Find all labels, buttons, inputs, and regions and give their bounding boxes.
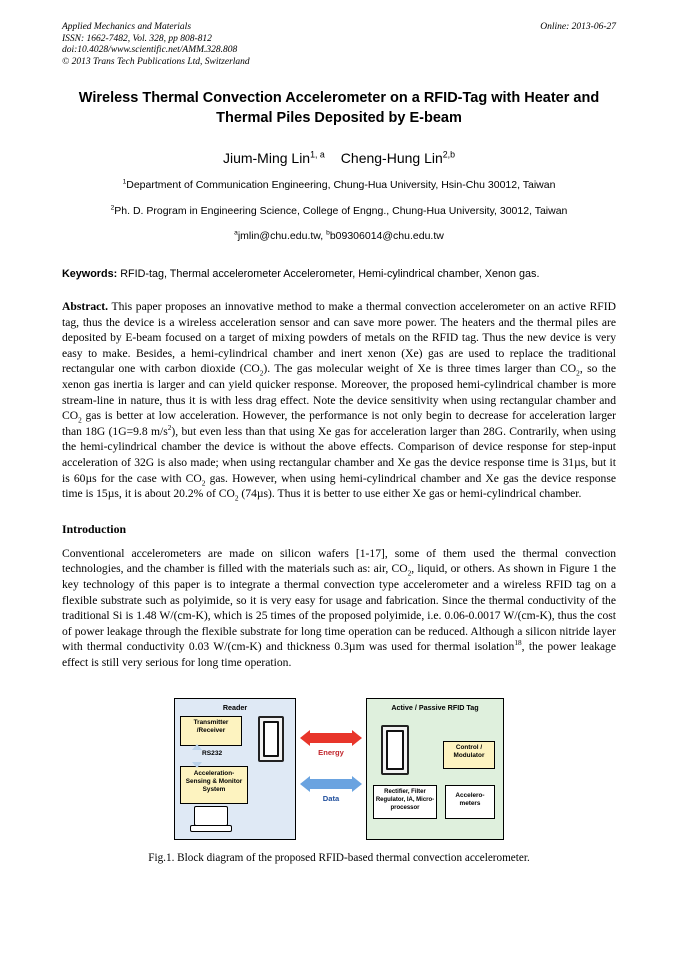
copyright-line: © 2013 Trans Tech Publications Ltd, Switzerland xyxy=(62,56,250,67)
abstract-sub-4: 2 xyxy=(201,477,206,487)
rfid-tag-block xyxy=(366,698,504,840)
control-modulator-block: Control / Modulator xyxy=(443,741,495,769)
transmitter-receiver-block: Transmitter /Receiver xyxy=(180,716,242,746)
abstract-sub-2: 2 xyxy=(576,368,580,378)
email-sup-a: a xyxy=(234,229,238,237)
intro-text-3: , the power leakage effect is still very serious for long time operation. xyxy=(62,640,616,669)
abstract-sup-1: 2 xyxy=(167,422,172,432)
affiliation-sup-2: 2 xyxy=(110,204,115,212)
doi-line: doi:10.4028/www.scientific.net/AMM.328.808 xyxy=(62,45,238,56)
abstract-text-7: (74µs). Thus it is better to use either Xe gas or hemi-cylindrical chamber. xyxy=(238,487,582,501)
rfid-antenna-inner-icon xyxy=(386,730,404,770)
author-name-1: Jium-Ming Lin xyxy=(222,150,311,166)
email-sup-b: b xyxy=(326,229,330,237)
rs232-arrow-down-icon xyxy=(192,762,202,768)
rs232-label: RS232 xyxy=(202,750,223,758)
figure-1-diagram xyxy=(174,688,504,840)
keywords-text: RFID-tag, Thermal accelerometer Accelerometer, Hemi-cylindrical chamber, Xenon gas. xyxy=(117,268,540,280)
page-header xyxy=(62,22,616,74)
reader-block-title: Reader xyxy=(222,703,248,713)
abstract-text-4: gas is better at low acceleration. However, the performance is not only begin to decrease for acceleration larger than 18G (1G=9.8 m/s xyxy=(62,409,616,438)
affiliation-sup-1: 1 xyxy=(122,178,127,186)
monitor-stand-icon xyxy=(190,825,232,832)
data-label: Data xyxy=(322,794,340,804)
monitor-icon xyxy=(190,806,232,832)
abstract-sub-1: 2 xyxy=(259,368,264,378)
rectifier-block: Rectifier, Filter Regulator, IA, Micro-processor xyxy=(373,785,437,819)
intro-sub-1: 2 xyxy=(407,568,412,578)
affiliation-text-2: Ph. D. Program in Engineering Science, College of Engng., Chung-Hua University, 30012, Taiwan xyxy=(114,205,568,217)
keywords-block xyxy=(62,267,616,282)
header-left-block xyxy=(62,22,250,68)
accelerometers-block: Accelero- meters xyxy=(445,785,495,819)
abstract-text-2: ). The gas molecular weight of Xe is three times larger than CO xyxy=(263,362,577,376)
data-arrow-icon xyxy=(300,776,362,792)
affiliation-1 xyxy=(62,178,616,192)
paper-title: Wireless Thermal Convection Accelerometer on a RFID-Tag with Heater and Thermal Piles Deposited by E-beam xyxy=(78,90,600,126)
abstract-sub-5: 2 xyxy=(234,493,239,503)
online-date: Online: 2013-06-27 xyxy=(540,22,616,32)
author-sup-2: 2,b xyxy=(442,149,456,160)
author-emails xyxy=(62,230,616,242)
journal-name: Applied Mechanics and Materials xyxy=(62,22,192,32)
rfid-tag-block-title: Active / Passive RFID Tag xyxy=(391,703,479,713)
author-list xyxy=(62,150,616,166)
abstract-block xyxy=(62,299,616,502)
rs232-arrow-up-icon xyxy=(192,744,202,750)
energy-arrow-icon xyxy=(300,730,362,746)
monitor-screen-icon xyxy=(194,806,228,826)
affiliation-text-1: Department of Communication Engineering, Chung-Hua University, Hsin-Chu 30012, Taiwan xyxy=(126,179,556,191)
intro-sup-18: 18 xyxy=(514,638,522,648)
reader-antenna-inner-icon xyxy=(263,721,279,757)
abstract-text-3: , so the xenon gas inertia is larger and can yield quicker response. Moreover, the proposed hemi-cylindrical chamber is more stream-line in nature, thus it is with less drag effect. Note the device sensitivity when using rectangular chamber and CO xyxy=(62,362,616,423)
author-name-2: Cheng-Hung Lin xyxy=(340,150,443,166)
affiliation-2 xyxy=(62,204,616,218)
introduction-paragraph xyxy=(62,546,616,671)
email-a: jmlin@chu.edu.tw, xyxy=(237,230,324,242)
figure-1-caption: Fig.1. Block diagram of the proposed RFID-based thermal convection accelerometer. xyxy=(148,852,530,865)
abstract-text-1: This paper proposes an innovative method to make a thermal convection accelerometer on an active RFID tag, thus the device is a wireless acceleration sensor and can save more power. The heaters and the thermal piles are deposited by E-beam focused on a target of mixing powders of metals on the RFID tag. Thus the new device is very easy to make. Besides, a hemi-cylindrical chamber and inert xenon (Xe) gas are used to replace the traditional rectangular one with carbon dioxide (CO xyxy=(62,300,616,376)
abstract-label: Abstract. xyxy=(62,300,109,313)
author-sup-1: 1, a xyxy=(310,149,325,160)
intro-text-1: Conventional accelerometers are made on silicon wafers [1-17], some of them used the thermal convection technologies, and the chamber is filled with the materials such as: air, CO xyxy=(62,546,616,576)
abstract-sub-3: 2 xyxy=(78,415,82,425)
intro-text-2: , liquid, or others. As shown in Figure 1 the key technology of this paper is to integrate a thermal convection type accelerometer and a wireless RFID tag on a flexible substrate such as polyimide, so it is very easy for usage and fabrication. Since the thermal conductivity of the traditional Si is 1.48 W/(cm-K), which is 25 times of the proposed polyimide, i.e. 0.06-0.0017 W/(cm-K), thus the cost of power leakage through the flexible substrate for long time operation can be reduced. Although a silicon nitride layer with thermal conductivity 0.03 W/(cm-K) and thickness 0.3µm was used for thermal isolation xyxy=(62,562,616,654)
acceleration-sensing-block: Acceleration- Sensing & Monitor System xyxy=(180,766,248,804)
page-content xyxy=(62,22,616,864)
abstract-text-6: gas. However, when using hemi-cylindrical chamber and Xe gas the device response time is 15µs, it is about 20.2% of CO xyxy=(62,471,616,501)
abstract-text-5: ), but even less than that using Xe gas for acceleration larger than 28G. Contrarily, when using the hemi-cylindrical chamber the device is without the above effects. Comparison of device response for step-input acceleration of 32G is also made; when using rectangular chamber and Xe gas the device response time is 31µs, but it is 60µs for the case with CO xyxy=(62,424,616,485)
energy-label: Energy xyxy=(318,748,344,758)
figure-1-wrap xyxy=(62,688,616,840)
issn-line: ISSN: 1662-7482, Vol. 328, pp 808-812 xyxy=(62,33,212,44)
keywords-label: Keywords: xyxy=(62,268,118,280)
email-b: b09306014@chu.edu.tw xyxy=(329,230,444,242)
section-heading-introduction: Introduction xyxy=(62,521,127,536)
